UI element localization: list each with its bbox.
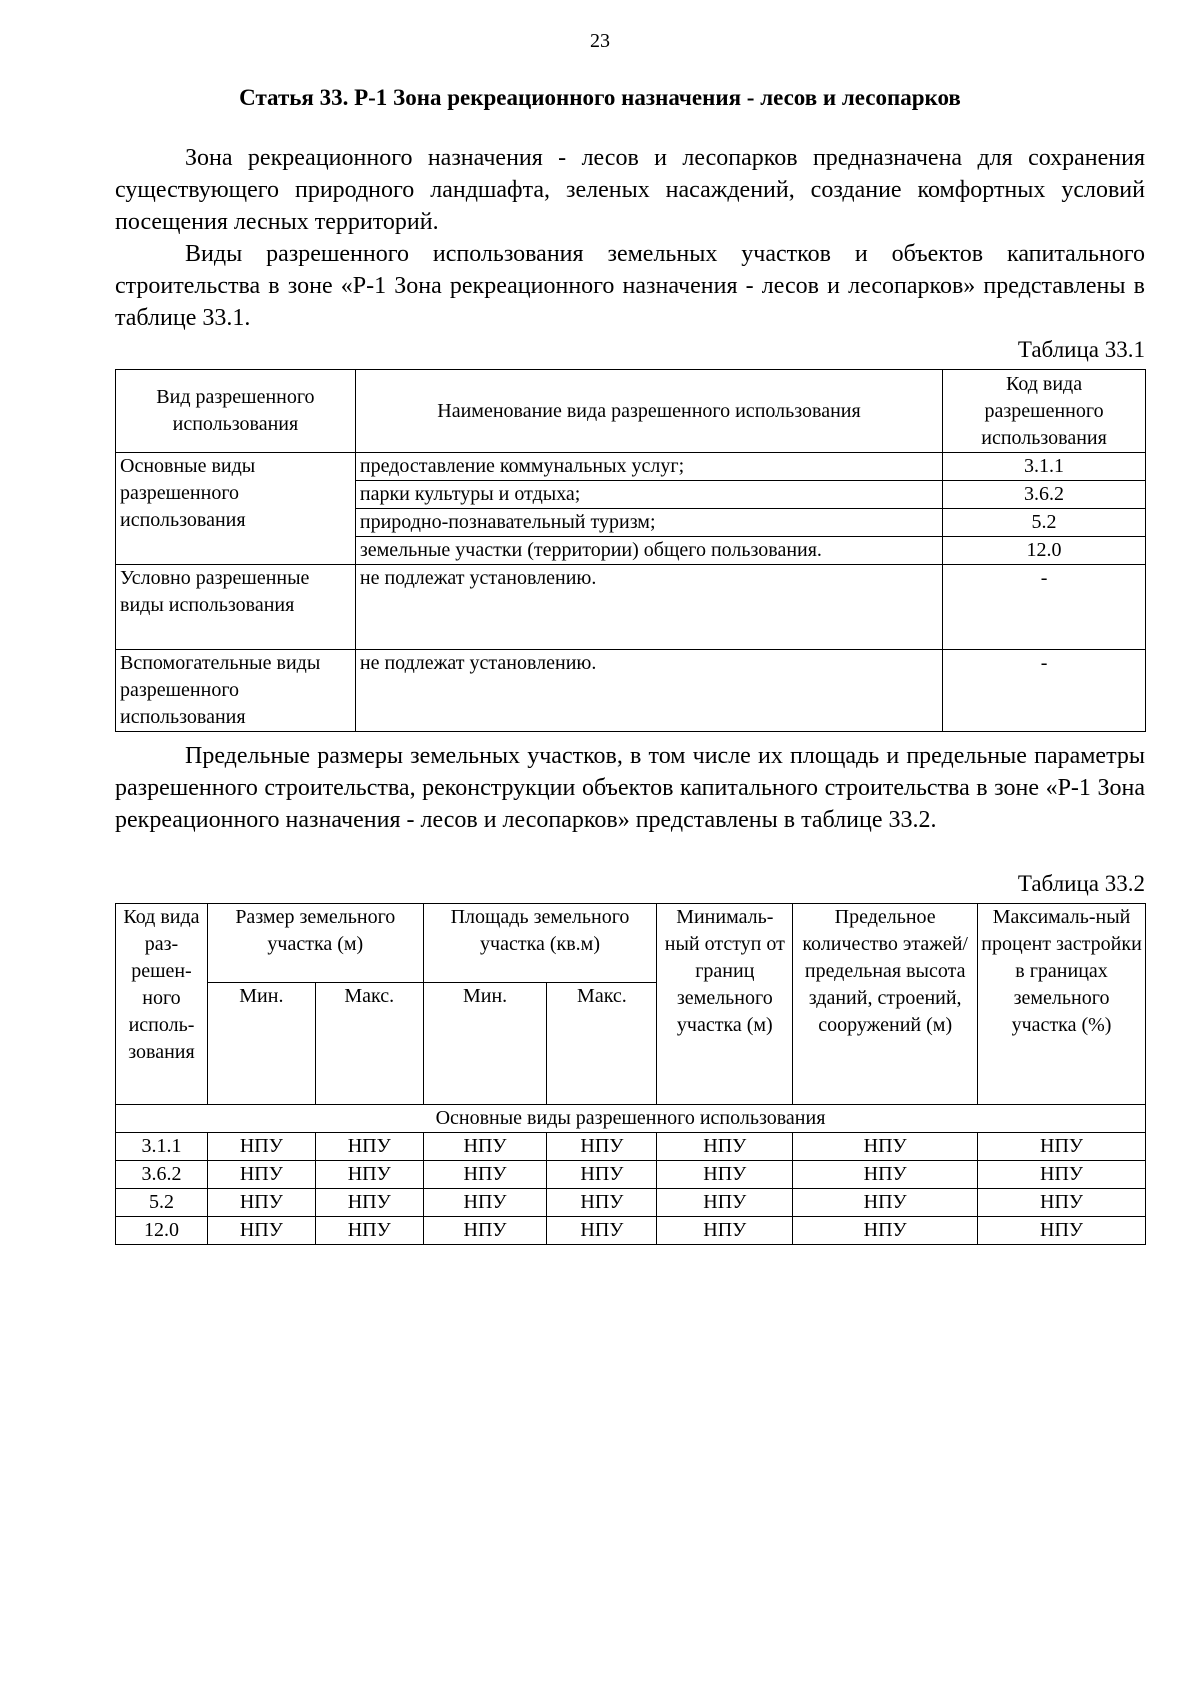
- use-code-cell: 3.1.1: [943, 453, 1146, 481]
- code-cell: 3.1.1: [116, 1133, 208, 1161]
- value-cell: НПУ: [547, 1161, 657, 1189]
- use-name-cell: предоставление коммунальных услуг;: [355, 453, 942, 481]
- conditional-uses-label: Условно разрешенные виды использования: [116, 565, 356, 650]
- header-max-percent: Максималь-ный процент застройки в границах земельного участка (%): [978, 904, 1146, 1105]
- value-cell: НПУ: [793, 1133, 978, 1161]
- value-cell: НПУ: [315, 1217, 423, 1245]
- value-cell: НПУ: [978, 1189, 1146, 1217]
- table2-caption: Таблица 33.2: [1017, 871, 1145, 896]
- use-code-cell: 5.2: [943, 509, 1146, 537]
- value-cell: НПУ: [978, 1217, 1146, 1245]
- auxiliary-uses-label: Вспомогательные виды разрешенного использования: [116, 650, 356, 732]
- value-cell: НПУ: [793, 1161, 978, 1189]
- article-title: Статья 33. Р-1 Зона рекреационного назначения - лесов и лесопарков: [239, 85, 961, 110]
- value-cell: НПУ: [793, 1189, 978, 1217]
- value-cell: НПУ: [978, 1133, 1146, 1161]
- value-cell: НПУ: [207, 1133, 315, 1161]
- use-name-cell: не подлежат установлению.: [355, 650, 942, 732]
- header-floors: Предельное количество этажей/ предельная высота зданий, строений, сооружений (м): [793, 904, 978, 1105]
- group-row: [116, 1105, 1146, 1133]
- table-row: [116, 453, 1146, 481]
- code-cell: 3.6.2: [116, 1161, 208, 1189]
- value-cell: НПУ: [423, 1133, 547, 1161]
- value-cell: НПУ: [547, 1217, 657, 1245]
- table-row: [116, 1189, 1146, 1217]
- permitted-use-table: [115, 369, 1146, 732]
- value-cell: НПУ: [207, 1189, 315, 1217]
- paragraph-table2-intro: Предельные размеры земельных участков, в том числе их площадь и предельные параметры разрешенного строительства, реконструкции объектов капитального строительства в зоне «Р-1 Зона рекреационного назначения - лесов и лесопарков» представлены в таблице 33.2.: [115, 743, 1145, 833]
- paragraph-table1-intro: Виды разрешенного использования земельных участков и объектов капитального строительства в зоне «Р-1 Зона рекреационного назначения - лесов и лесопарков» представлены в таблице 33.1.: [115, 241, 1145, 331]
- table-header-row: [116, 904, 1146, 983]
- use-code-cell: 12.0: [943, 537, 1146, 565]
- group-label: Основные виды разрешенного использования: [116, 1105, 1146, 1133]
- code-cell: 5.2: [116, 1189, 208, 1217]
- table-row: [116, 1217, 1146, 1245]
- use-code-cell: 3.6.2: [943, 481, 1146, 509]
- header-size-max: Макс.: [315, 983, 423, 1105]
- use-code-cell: -: [943, 565, 1146, 650]
- use-name-cell: не подлежат установлению.: [355, 565, 942, 650]
- value-cell: НПУ: [207, 1217, 315, 1245]
- table-header-row: [116, 370, 1146, 453]
- header-min-setback: Минималь-ный отступ от границ земельного участка (м): [657, 904, 793, 1105]
- table1-caption: Таблица 33.1: [1017, 337, 1145, 362]
- value-cell: НПУ: [315, 1161, 423, 1189]
- header-plot-area: Площадь земельного участка (кв.м): [423, 904, 657, 983]
- value-cell: НПУ: [793, 1217, 978, 1245]
- main-uses-label: Основные виды разрешенного использования: [116, 453, 356, 565]
- header-area-max: Макс.: [547, 983, 657, 1105]
- header-size-min: Мин.: [207, 983, 315, 1105]
- value-cell: НПУ: [657, 1161, 793, 1189]
- value-cell: НПУ: [207, 1161, 315, 1189]
- use-name-cell: парки культуры и отдыха;: [355, 481, 942, 509]
- value-cell: НПУ: [547, 1133, 657, 1161]
- limits-table: [115, 903, 1146, 1245]
- table-row: [116, 1161, 1146, 1189]
- value-cell: НПУ: [315, 1133, 423, 1161]
- table-row: [116, 565, 1146, 650]
- code-cell: 12.0: [116, 1217, 208, 1245]
- header-use-type: Вид разрешенного использования: [116, 370, 356, 453]
- value-cell: НПУ: [423, 1217, 547, 1245]
- header-code: Код вида раз-решен-ного исполь-зования: [116, 904, 208, 1105]
- header-use-name: Наименование вида разрешенного использования: [355, 370, 942, 453]
- header-plot-size: Размер земельного участка (м): [207, 904, 423, 983]
- table-row: [116, 650, 1146, 732]
- page-number: 23: [590, 30, 610, 52]
- value-cell: НПУ: [978, 1161, 1146, 1189]
- use-code-cell: -: [943, 650, 1146, 732]
- use-name-cell: природно-познавательный туризм;: [355, 509, 942, 537]
- value-cell: НПУ: [657, 1133, 793, 1161]
- header-area-min: Мин.: [423, 983, 547, 1105]
- value-cell: НПУ: [315, 1189, 423, 1217]
- value-cell: НПУ: [657, 1189, 793, 1217]
- value-cell: НПУ: [423, 1189, 547, 1217]
- value-cell: НПУ: [657, 1217, 793, 1245]
- paragraph-zone-purpose: Зона рекреационного назначения - лесов и лесопарков предназначена для сохранения существующего природного ландшафта, зеленых насаждений, создание комфортных условий посещения лесных территорий.: [115, 145, 1145, 235]
- value-cell: НПУ: [423, 1161, 547, 1189]
- header-use-code: Код вида разрешенного использования: [943, 370, 1146, 453]
- use-name-cell: земельные участки (территории) общего пользования.: [355, 537, 942, 565]
- value-cell: НПУ: [547, 1189, 657, 1217]
- table-row: [116, 1133, 1146, 1161]
